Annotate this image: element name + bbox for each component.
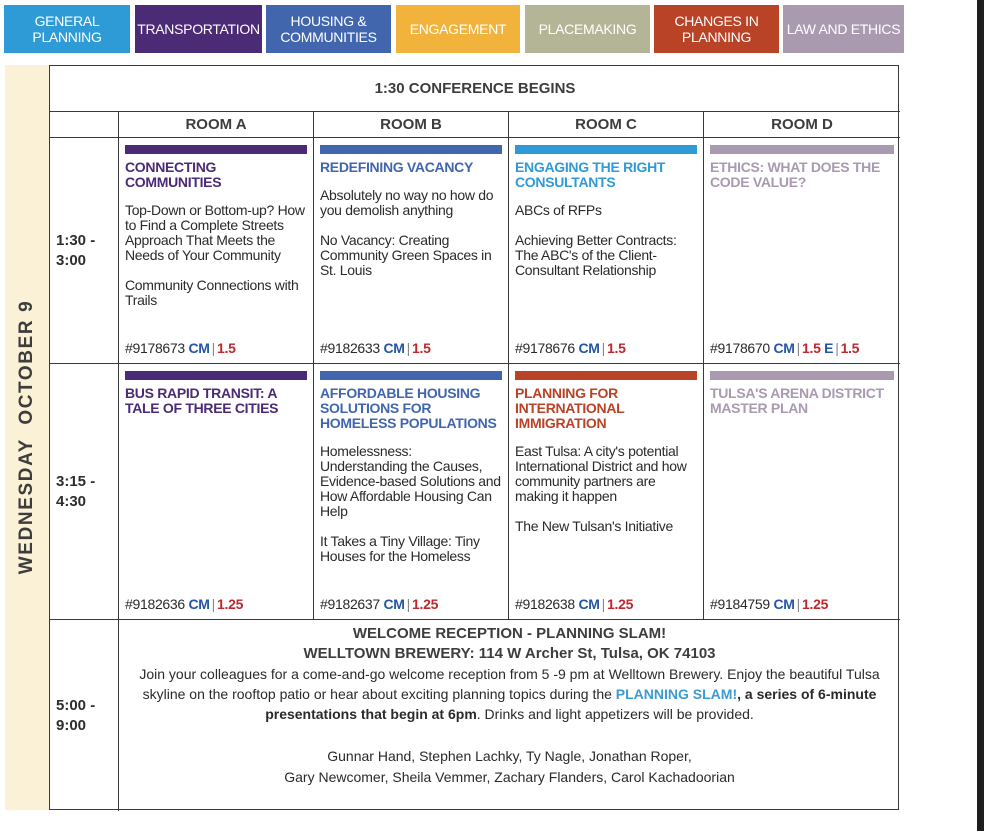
session-title: BUS RAPID TRANSIT: A TALE OF THREE CITIES — [125, 385, 279, 416]
session-description: ABCs of RFPs — [515, 202, 602, 218]
session-code: #9184759 — [710, 596, 770, 612]
track-color-bar — [710, 145, 894, 154]
session-code-line — [515, 341, 626, 356]
tab-label: ENGAGEMENT — [409, 21, 507, 37]
track-color-bar — [320, 371, 502, 380]
reception-text-bold: , a series of 6-minute presentations that begin at 6pm — [265, 686, 877, 722]
tab-general-planning[interactable] — [4, 5, 130, 53]
time-slot-1: 1:30 - 3:00 — [50, 138, 119, 364]
session-card[interactable] — [119, 364, 314, 620]
room-c-header: ROOM C — [509, 112, 704, 138]
session-title: REDEFINING VACANCY — [320, 159, 474, 175]
tab-law-and-ethics[interactable] — [783, 5, 904, 53]
tab-housing-communities[interactable] — [266, 5, 391, 53]
schedule-grid — [49, 65, 899, 810]
session-description: It Takes a Tiny Village: Tiny Houses for the Homeless — [320, 533, 480, 564]
session-description: Top-Down or Bottom-up? How to Find a Complete Streets Approach That Meets the Needs of Your Community — [125, 202, 305, 263]
time-slot-2: 3:15 - 4:30 — [50, 364, 119, 620]
separator: | — [211, 340, 216, 356]
cm-credits: 1.25 — [802, 596, 829, 612]
track-color-bar — [320, 145, 502, 154]
category-legend — [4, 5, 904, 53]
cm-credits: 1.5 — [217, 340, 236, 356]
session-description: Achieving Better Contracts: The ABC's of the Client-Consultant Relationship — [515, 232, 677, 278]
tab-engagement[interactable] — [396, 5, 520, 53]
session-code-line — [125, 341, 236, 356]
tab-label: LAW AND ETHICS — [786, 21, 901, 37]
session-title: PLANNING FOR INTERNATIONAL IMMIGRATION — [515, 385, 625, 431]
reception-description — [127, 664, 892, 724]
session-code-line — [710, 597, 828, 612]
separator: | — [796, 340, 801, 356]
room-b-header: ROOM B — [314, 112, 509, 138]
cm-label: CM — [188, 340, 210, 356]
track-color-bar — [515, 371, 697, 380]
tab-placemaking[interactable] — [525, 5, 650, 53]
separator: | — [796, 596, 801, 612]
session-title: ENGAGING THE RIGHT CONSULTANTS — [515, 159, 666, 190]
cm-label: CM — [383, 596, 405, 612]
separator: | — [601, 340, 606, 356]
tab-label: TRANSPORTATION — [137, 21, 260, 37]
scrollbar-track[interactable] — [977, 0, 984, 831]
cm-label: CM — [578, 340, 600, 356]
session-card[interactable] — [509, 364, 704, 620]
reception-speakers — [127, 746, 892, 788]
session-description: The New Tulsan's Initiative — [515, 518, 673, 534]
tab-label: PLACEMAKING — [538, 21, 637, 37]
welcome-reception — [119, 620, 900, 811]
day-label: WEDNESDAY OCTOBER 9 — [16, 299, 37, 575]
cm-label: CM — [773, 596, 795, 612]
room-a-header: ROOM A — [119, 112, 314, 138]
cm-credits: 1.5 — [607, 340, 626, 356]
session-code-line — [710, 341, 859, 356]
session-description: Community Connections with Trails — [125, 277, 299, 308]
track-color-bar — [515, 145, 697, 154]
planning-slam-link[interactable]: PLANNING SLAM! — [615, 686, 738, 702]
tab-label: CHANGES IN PLANNING — [674, 13, 759, 45]
cm-credits: 1.25 — [412, 596, 439, 612]
session-code-line — [125, 597, 243, 612]
separator: | — [406, 340, 411, 356]
conference-begins-banner: 1:30 CONFERENCE BEGINS — [50, 66, 900, 112]
session-code: #9182637 — [320, 596, 380, 612]
session-card[interactable] — [314, 364, 509, 620]
session-title: AFFORDABLE HOUSING SOLUTIONS FOR HOMELESS POPULATIONS — [320, 385, 497, 431]
room-d-header: ROOM D — [704, 112, 900, 138]
reception-venue: WELLTOWN BREWERY: 114 W Archer St, Tulsa, OK 74103 — [303, 645, 716, 662]
session-title: TULSA'S ARENA DISTRICT MASTER PLAN — [710, 385, 884, 416]
session-description: No Vacancy: Creating Community Green Spaces in St. Louis — [320, 232, 492, 278]
session-card[interactable] — [314, 138, 509, 364]
session-description: Homelessness: Understanding the Causes, Evidence-based Solutions and How Affordable Housing Can Help — [320, 443, 501, 519]
ethics-label: E — [824, 340, 834, 356]
tab-label: GENERAL PLANNING — [32, 13, 102, 45]
session-card[interactable] — [704, 364, 900, 620]
session-card[interactable] — [704, 138, 900, 364]
reception-title: WELCOME RECEPTION - PLANNING SLAM! — [352, 625, 667, 642]
session-title: CONNECTING COMMUNITIES — [125, 159, 222, 190]
session-code: #9178673 — [125, 340, 185, 356]
cm-credits: 1.5 — [802, 340, 821, 356]
cm-label: CM — [773, 340, 795, 356]
separator: | — [406, 596, 411, 612]
time-slot-3: 5:00 - 9:00 — [50, 620, 119, 811]
session-description: Absolutely no way no how do you demolish anything — [320, 187, 494, 218]
ethics-credits: 1.5 — [840, 340, 860, 356]
time-header-empty — [50, 112, 119, 138]
tab-transportation[interactable] — [135, 5, 262, 53]
separator: | — [835, 340, 839, 356]
session-code: #9182638 — [515, 596, 575, 612]
separator: | — [601, 596, 606, 612]
cm-label: CM — [188, 596, 210, 612]
reception-text-before: Join your colleagues for a come-and-go welcome reception from 5 -9 pm at Welltown Brewery. Enjoy the beautiful Tulsa skyline on the rooftop patio or hear about exciting planning topics during the — [139, 666, 880, 702]
cm-credits: 1.25 — [217, 596, 244, 612]
reception-text-after: . Drinks and light appetizers will be provided. — [476, 706, 754, 722]
session-code: #9182636 — [125, 596, 185, 612]
speakers-line-1: Gunnar Hand, Stephen Lachky, Ty Nagle, Jonathan Roper, — [327, 748, 692, 764]
session-card[interactable] — [509, 138, 704, 364]
separator: | — [211, 596, 216, 612]
session-code: #9178670 — [710, 340, 770, 356]
track-color-bar — [125, 371, 307, 380]
cm-label: CM — [383, 340, 405, 356]
session-code: #9178676 — [515, 340, 575, 356]
speakers-line-2: Gary Newcomer, Sheila Vemmer, Zachary Flanders, Carol Kachadoorian — [284, 769, 735, 785]
session-title: ETHICS: WHAT DOES THE CODE VALUE? — [710, 159, 880, 190]
cm-credits: 1.25 — [607, 596, 634, 612]
tab-label: HOUSING & COMMUNITIES — [280, 13, 377, 45]
session-card[interactable] — [119, 138, 314, 364]
session-code-line — [320, 597, 438, 612]
track-color-bar — [710, 371, 894, 380]
tab-changes-in-planning[interactable] — [654, 5, 779, 53]
session-code-line — [515, 597, 633, 612]
session-description: East Tulsa: A city's potential International District and how community partners are making it happen — [515, 443, 687, 504]
cm-credits: 1.5 — [412, 340, 431, 356]
session-code-line — [320, 341, 431, 356]
cm-label: CM — [578, 596, 600, 612]
track-color-bar — [125, 145, 307, 154]
session-code: #9182633 — [320, 340, 380, 356]
